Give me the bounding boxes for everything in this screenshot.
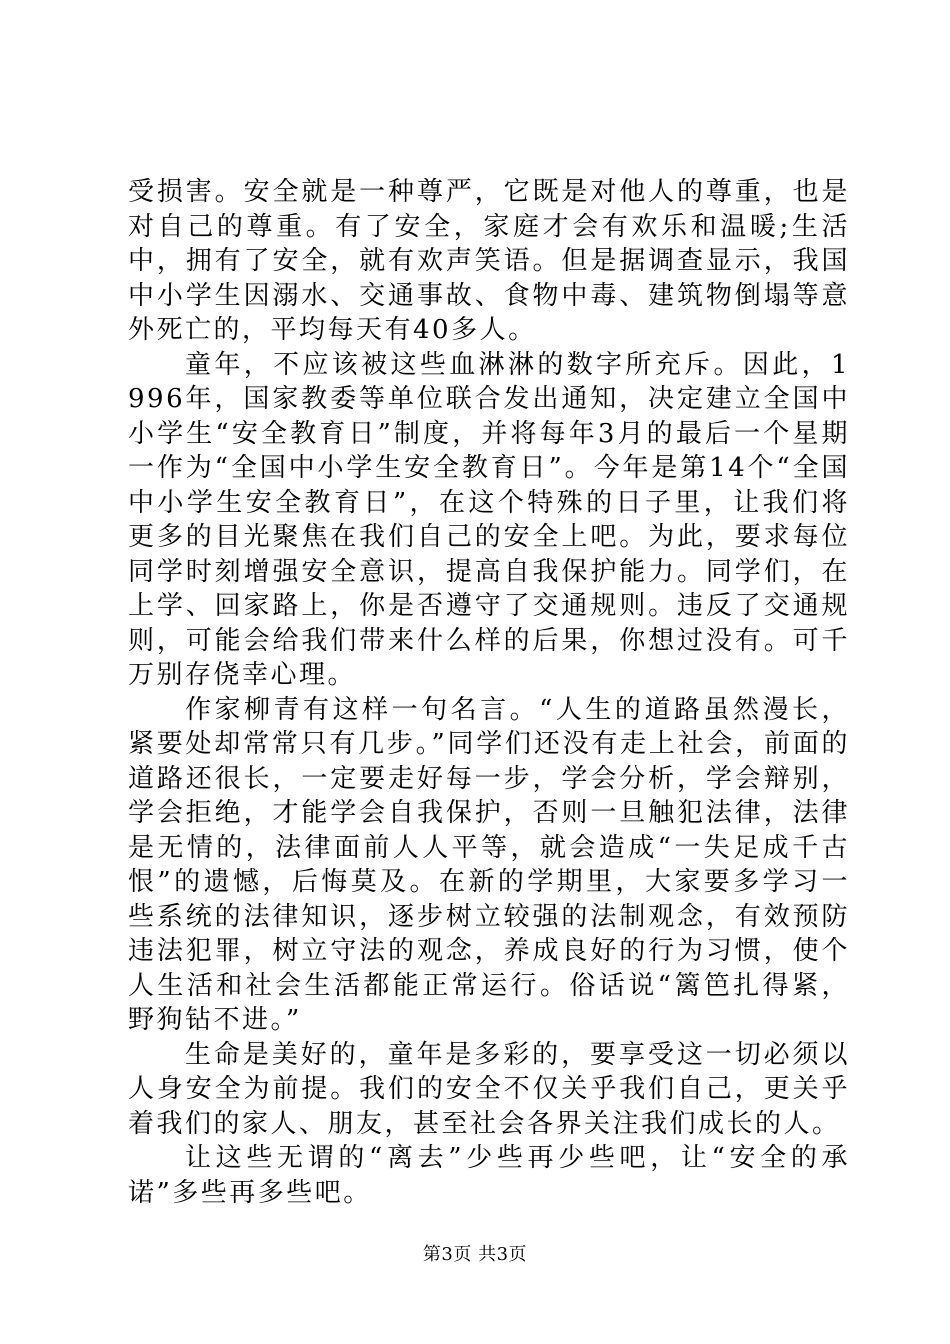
paragraph-1: 受损害。安全就是一种尊严，它既是对他人的尊重，也是对自己的尊重。有了安全，家庭才会有欢乐和温暖;生活中，拥有了安全，就有欢声笑语。但是据调查显示，我国中小学生因溺水、交通事故、食物中毒、建筑物倒塌等意外死亡的，平均每天有40多人。	[128, 177, 850, 345]
paragraph-5: 让这些无谓的“离去”少些再少些吧，让“安全的承诺”多些再多些吧。	[128, 1143, 850, 1208]
paragraph-3: 作家柳青有这样一句名言。“人生的道路虽然漫长，紧要处却常常只有几步。”同学们还没有走上社会，前面的道路还很长，一定要走好每一步，学会分析，学会辩别，学会拒绝，才能学会自我保护，否则一旦触犯法律，法律是无情的，法律面前人人平等，就会造成“一失足成千古恨”的遗憾，后悔莫及。在新的学期里，大家要多学习一些系统的法律知识，逐步树立较强的法制观念，有效预防违法犯罪，树立守法的观念，养成良好的行为习惯，使个人生活和社会生活都能正常运行。俗话说“篱笆扎得紧，野狗钻不进。”	[128, 694, 850, 1035]
page-footer: 第3页 共3页	[422, 1244, 528, 1265]
document-body	[128, 175, 850, 1210]
paragraph-4: 生命是美好的，童年是多彩的，要享受这一切必须以人身安全为前提。我们的安全不仅关乎我们自己，更关乎着我们的家人、朋友，甚至社会各界关注我们成长的人。	[128, 1039, 850, 1139]
paragraph-2: 童年，不应该被这些血淋淋的数字所充斥。因此，1996年，国家教委等单位联合发出通知，决定建立全国中小学生“安全教育日”制度，并将每年3月的最后一个星期一作为“全国中小学生安全教育日”。今年是第14个“全国中小学生安全教育日”，在这个特殊的日子里，让我们将更多的目光聚焦在我们自己的安全上吧。为此，要求每位同学时刻增强安全意识，提高自我保护能力。同学们，在上学、回家路上，你是否遵守了交通规则。违反了交通规则，可能会给我们带来什么样的后果，你想过没有。可千万别存侥幸心理。	[128, 349, 850, 690]
